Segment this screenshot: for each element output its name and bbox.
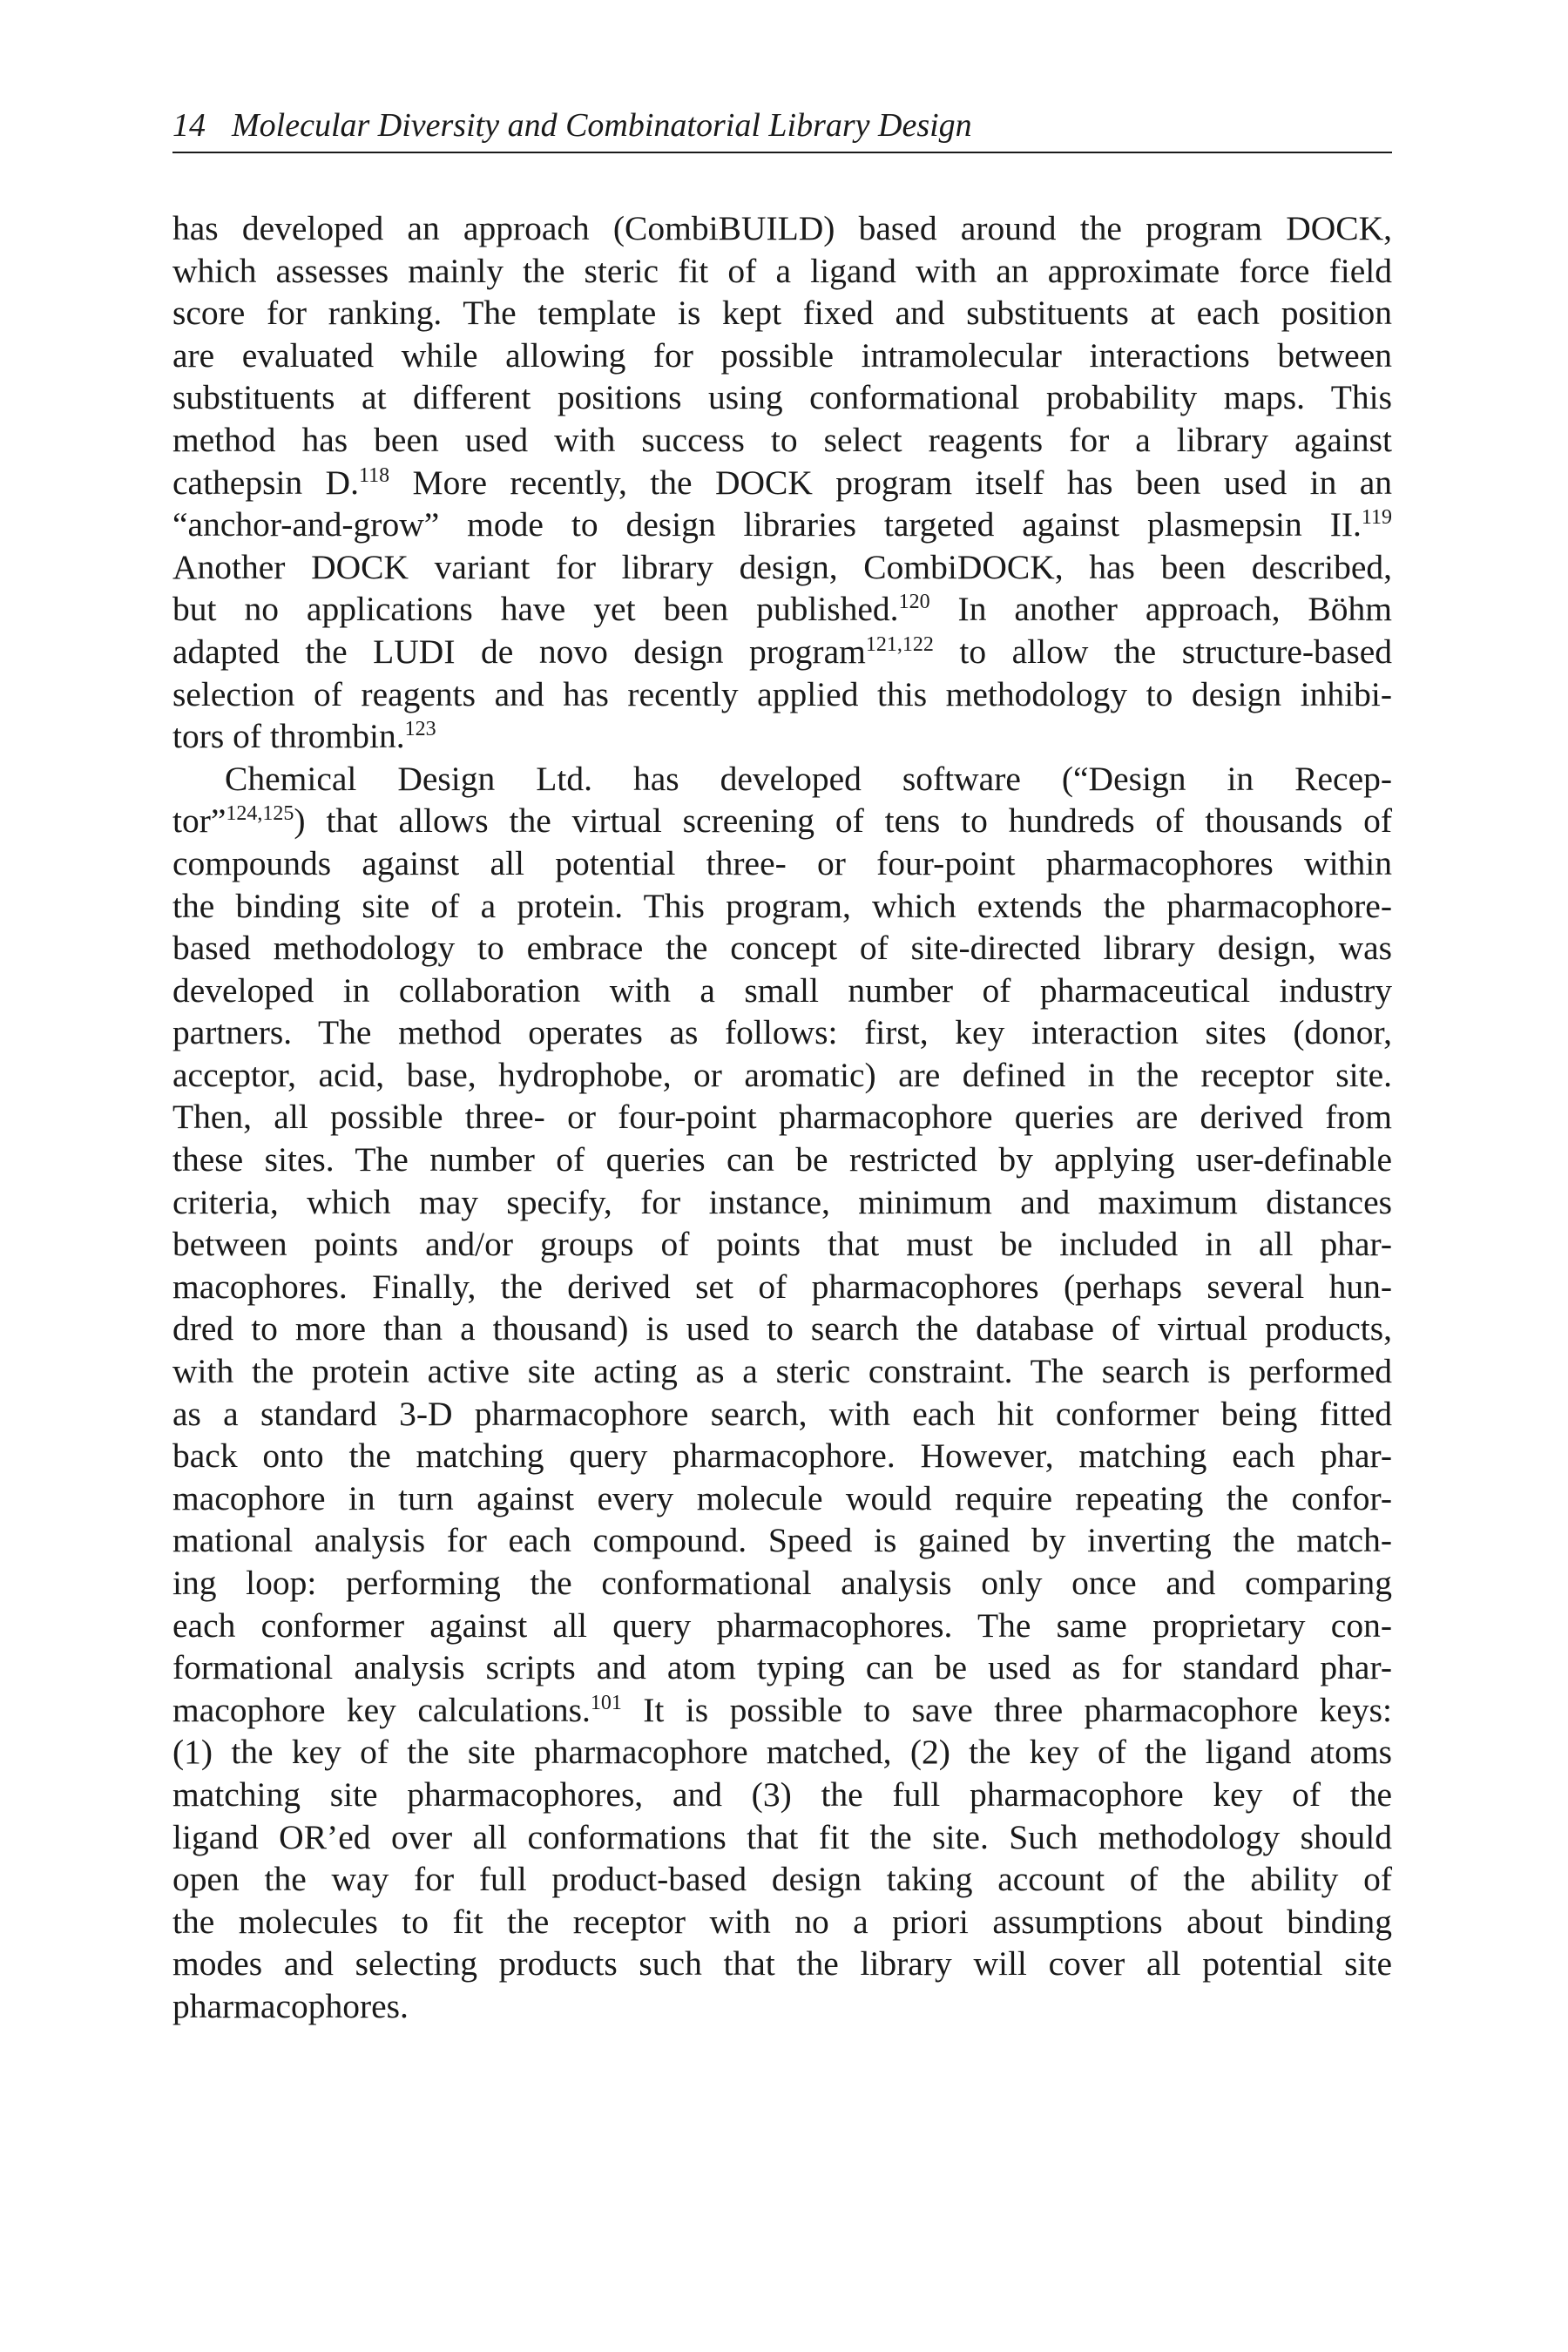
text-line — [172, 207, 1392, 250]
text-line — [172, 419, 1392, 462]
text-line — [172, 631, 1392, 673]
text-segment: modes and selecting products such that the library will cover all potential site — [172, 1944, 1392, 1984]
text-line — [172, 1605, 1392, 1647]
text-line — [172, 1435, 1392, 1477]
text-segment: tor” — [172, 801, 226, 841]
text-line — [172, 1011, 1392, 1054]
paragraph-1 — [172, 207, 1392, 758]
text-segment: but no applications have yet been published. — [172, 590, 899, 629]
text-segment: macophore in turn against every molecule would require repeating the confor- — [172, 1478, 1392, 1517]
text-line — [172, 715, 1392, 758]
text-line — [172, 588, 1392, 631]
citation-superscript: 101 — [590, 1691, 622, 1714]
text-line — [172, 1181, 1392, 1224]
text-line — [172, 842, 1392, 885]
text-line — [172, 1985, 1392, 2028]
text-segment: each conformer against all query pharmacophores. The same proprietary con- — [172, 1605, 1392, 1645]
text-line — [172, 250, 1392, 293]
body-text — [172, 207, 1392, 2028]
text-line — [172, 1223, 1392, 1266]
running-title: Molecular Diversity and Combinatorial Library Design — [232, 107, 972, 144]
citation-superscript: 118 — [358, 463, 390, 487]
text-segment: mational analysis for each compound. Speed is gained by inverting the match- — [172, 1521, 1392, 1560]
text-segment: compounds against all potential three- or four-point pharmacophores within — [172, 843, 1392, 882]
page-number: 14 — [172, 107, 206, 144]
text-segment: formational analysis scripts and atom typing can be used as for standard phar- — [172, 1648, 1392, 1687]
text-line — [172, 1943, 1392, 1985]
text-line — [172, 758, 1392, 801]
text-segment: acceptor, acid, base, hydrophobe, or aromatic) are defined in the receptor site. — [172, 1055, 1392, 1094]
text-line — [172, 1308, 1392, 1350]
citation-superscript: 124,125 — [226, 802, 294, 826]
text-segment: cathepsin D. — [172, 463, 359, 502]
text-segment: dred to more than a thousand) is used to search the database of virtual products, — [172, 1309, 1392, 1348]
text-segment: matching site pharmacophores, and (3) the full pharmacophore key of the — [172, 1774, 1392, 1814]
text-line — [172, 1689, 1392, 1732]
text-segment: It is possible to save three pharmacophore keys: — [621, 1690, 1392, 1729]
text-segment: the molecules to fit the receptor with no a priori assumptions about binding — [172, 1902, 1392, 1941]
text-segment: to allow the structure-based — [933, 632, 1392, 671]
text-segment: between points and/or groups of points that must be included in all phar- — [172, 1225, 1392, 1264]
text-segment: substituents at different positions using conformational probability maps. This — [172, 378, 1392, 417]
text-line — [172, 1816, 1392, 1859]
text-line — [172, 1350, 1392, 1393]
text-segment: are evaluated while allowing for possible intramolecular interactions between — [172, 335, 1392, 375]
text-line — [172, 970, 1392, 1012]
text-line — [172, 885, 1392, 928]
text-line — [172, 800, 1392, 842]
text-segment: open the way for full product-based design taking account of the ability of — [172, 1860, 1392, 1899]
text-line — [172, 546, 1392, 589]
text-segment: as a standard 3-D pharmacophore search, with each hit conformer being fitted — [172, 1394, 1392, 1433]
text-segment: developed in collaboration with a small number of pharmaceutical industry — [172, 970, 1392, 1010]
text-line — [172, 927, 1392, 970]
text-line — [172, 1901, 1392, 1943]
text-segment: ing loop: performing the conformational analysis only once and comparing — [172, 1564, 1392, 1602]
text-segment: these sites. The number of queries can be restricted by applying user-definable — [172, 1140, 1392, 1179]
citation-superscript: 121,122 — [865, 632, 934, 656]
text-segment: Then, all possible three- or four-point pharmacophore queries are derived from — [172, 1098, 1392, 1137]
text-segment: (1) the key of the site pharmacophore matched, (2) the key of the ligand atoms — [172, 1733, 1392, 1772]
paragraph-2 — [172, 758, 1392, 2028]
citation-superscript: 120 — [898, 591, 930, 614]
text-line — [172, 292, 1392, 335]
text-segment: tors of thrombin. — [172, 717, 405, 756]
text-segment: macophores. Finally, the derived set of pharmacophores (perhaps several hun- — [172, 1267, 1392, 1306]
text-segment: based methodology to embrace the concept of site-directed library design, was — [172, 929, 1392, 968]
text-line — [172, 1858, 1392, 1901]
text-segment: macophore key calculations. — [172, 1690, 591, 1729]
text-segment: Another DOCK variant for library design, CombiDOCK, has been described, — [172, 547, 1392, 586]
text-segment: pharmacophores. — [172, 1986, 409, 2025]
text-segment: Chemical Design Ltd. has developed software (“Design in Recep- — [225, 759, 1392, 798]
text-line — [172, 1393, 1392, 1436]
citation-superscript: 119 — [1361, 506, 1392, 530]
text-segment: In another approach, Böhm — [929, 590, 1393, 629]
text-segment: partners. The method operates as follows: first, key interaction sites (donor, — [172, 1013, 1392, 1052]
text-segment: the binding site of a protein. This program, which extends the pharmacophore- — [172, 886, 1392, 925]
text-segment: More recently, the DOCK program itself has been used in an — [389, 463, 1392, 502]
text-line — [172, 462, 1392, 504]
text-segment: “anchor-and-grow” mode to design libraries targeted against plasmepsin II. — [172, 505, 1362, 544]
text-line — [172, 1646, 1392, 1689]
text-line — [172, 1731, 1392, 1774]
text-segment: method has been used with success to select reagents for a library against — [172, 420, 1392, 459]
text-line — [172, 1562, 1392, 1605]
text-line — [172, 1139, 1392, 1181]
text-line — [172, 1266, 1392, 1308]
text-line — [172, 1477, 1392, 1520]
text-line — [172, 504, 1392, 546]
text-segment: ligand OR’ed over all conformations that fit the site. Such methodology should — [172, 1817, 1392, 1856]
text-line — [172, 1774, 1392, 1816]
text-segment: has developed an approach (CombiBUILD) based around the program DOCK, — [172, 209, 1392, 247]
text-line — [172, 335, 1392, 377]
text-segment: criteria, which may specify, for instance, minimum and maximum distances — [172, 1182, 1392, 1221]
text-line — [172, 1054, 1392, 1097]
text-line — [172, 1519, 1392, 1562]
text-segment: back onto the matching query pharmacophore. However, matching each phar- — [172, 1436, 1392, 1476]
text-line — [172, 1096, 1392, 1139]
running-header — [172, 103, 1392, 153]
text-segment: with the protein active site acting as a steric constraint. The search is performed — [172, 1352, 1392, 1391]
text-segment: adapted the LUDI de novo design program — [172, 632, 866, 671]
text-segment: score for ranking. The template is kept fixed and substituents at each position — [172, 294, 1392, 333]
citation-superscript: 123 — [404, 718, 436, 741]
text-line — [172, 376, 1392, 419]
text-line — [172, 673, 1392, 716]
text-segment: ) that allows the virtual screening of tens to hundreds of thousands of — [294, 801, 1392, 841]
text-segment: selection of reagents and has recently applied this methodology to design inhibi- — [172, 674, 1392, 713]
text-segment: which assesses mainly the steric fit of a ligand with an approximate force field — [172, 251, 1392, 290]
